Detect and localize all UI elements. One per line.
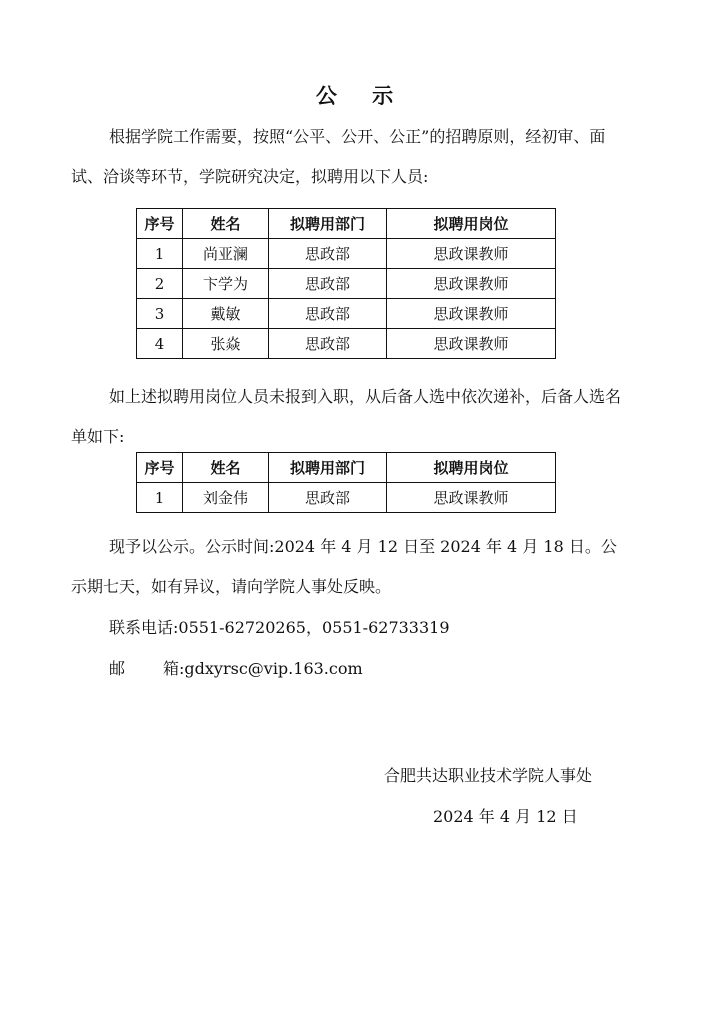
col-header-name: 姓名 [183,453,269,483]
cell-index: 1 [137,239,183,269]
cell-index: 3 [137,299,183,329]
cell-name: 尚亚澜 [183,239,269,269]
col-header-index: 序号 [137,453,183,483]
col-header-department: 拟聘用部门 [269,453,387,483]
cell-department: 思政部 [269,483,387,513]
intro-paragraph: 根据学院工作需要，按照“公平、公开、公正”的招聘原则，经初审、面试、洽谈等环节，学院研究决定，拟聘用以下人员: [71,127,606,186]
cell-position: 思政课教师 [387,329,556,359]
backup-paragraph: 如上述拟聘用岗位人员未报到入职，从后备人选中依次递补，后备人选名单如下: [71,387,622,446]
email-label-rest: 箱:gdxyrsc@vip.163.com [163,659,363,678]
col-header-index: 序号 [137,209,183,239]
cell-index: 2 [137,269,183,299]
cell-department: 思政部 [269,239,387,269]
cell-department: 思政部 [269,299,387,329]
cell-index: 4 [137,329,183,359]
cell-index: 1 [137,483,183,513]
email-label-char: 邮 [109,659,126,678]
backup-table [136,452,556,513]
cell-name: 卞学为 [183,269,269,299]
hire-table [136,208,556,359]
table-row [137,329,556,359]
contact-phone: 联系电话:0551-62720265，0551-62733319 [109,618,450,637]
cell-position: 思政课教师 [387,483,556,513]
table-header-row [137,209,556,239]
cell-name: 戴敏 [183,299,269,329]
col-header-position: 拟聘用岗位 [387,453,556,483]
table-header-row [137,453,556,483]
cell-name: 张焱 [183,329,269,359]
signature-date: 2024 年 4 月 12 日 [433,807,578,826]
table-row [137,299,556,329]
cell-department: 思政部 [269,329,387,359]
col-header-department: 拟聘用部门 [269,209,387,239]
col-header-position: 拟聘用岗位 [387,209,556,239]
cell-department: 思政部 [269,269,387,299]
signature-organization: 合肥共达职业技术学院人事处 [384,766,593,785]
contact-email [109,649,363,689]
cell-name: 刘金伟 [183,483,269,513]
publicity-paragraph: 现予以公示。公示时间:2024 年 4 月 12 日至 2024 年 4 月 18 日。公示期七天，如有异议，请向学院人事处反映。 [71,537,617,596]
col-header-name: 姓名 [183,209,269,239]
page-title: 公 示 [315,84,408,108]
table-row [137,269,556,299]
table-row [137,483,556,513]
table-row [137,239,556,269]
cell-position: 思政课教师 [387,299,556,329]
cell-position: 思政课教师 [387,239,556,269]
cell-position: 思政课教师 [387,269,556,299]
